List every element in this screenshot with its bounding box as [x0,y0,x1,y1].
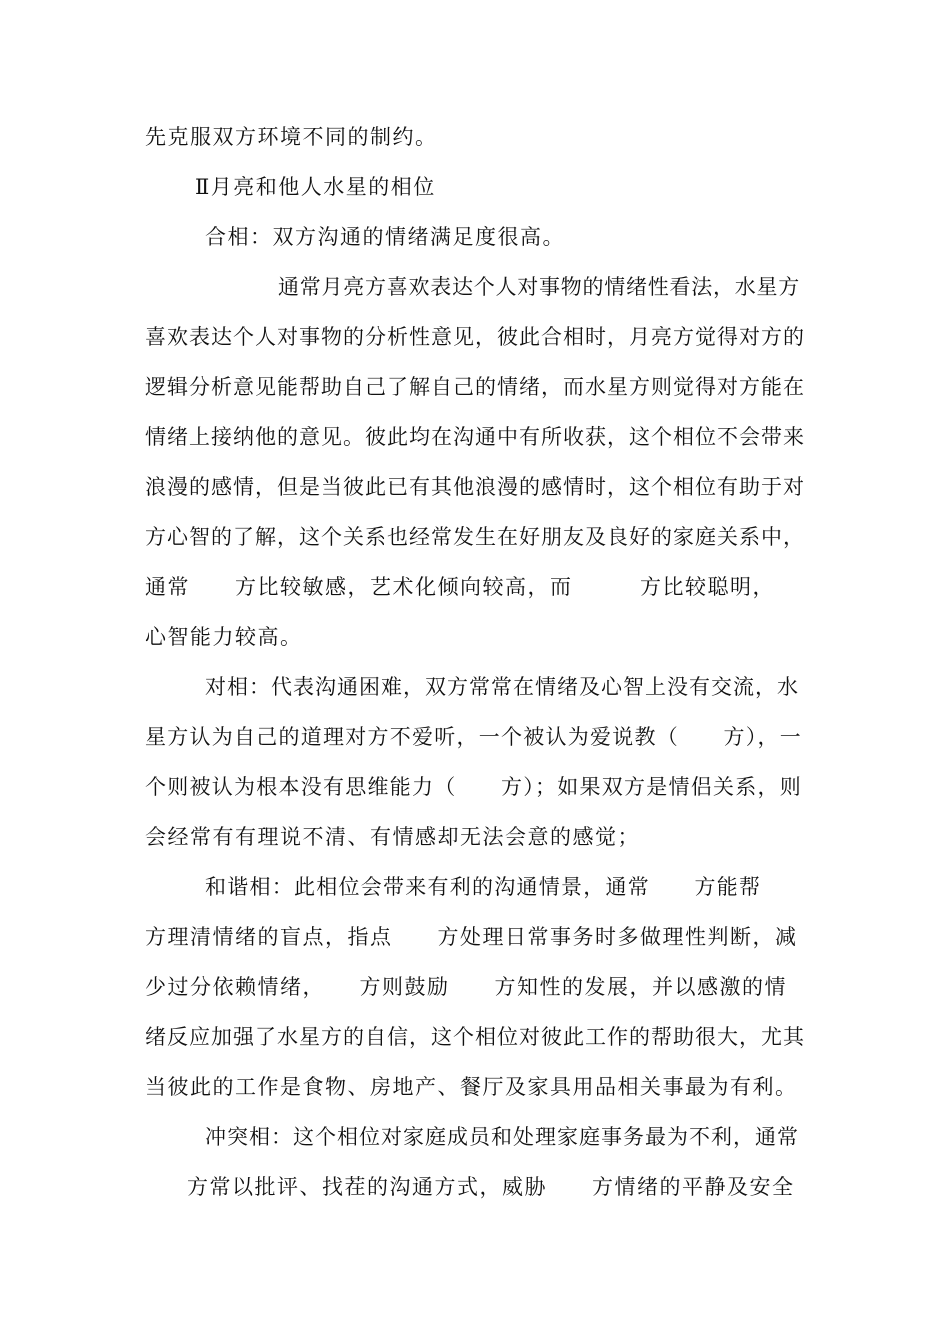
text-line-13: 星方认为自己的道理对方不爱听，一个被认为爱说教（ 方），一 [145,725,802,749]
text-line-22: 方常以批评、找茬的沟通方式，威胁 方情绪的平静及安全 [187,1175,795,1199]
text-line-harmony-heading: 和谐相：此相位会带来有利的沟通情景，通常 方能帮 [205,875,762,899]
text-line-18: 少过分依赖情绪， 方则鼓励 方知性的发展，并以感激的情 [145,975,787,999]
text-line-5: 喜欢表达个人对事物的分析性意见，彼此合相时，月亮方觉得对方的 [145,325,805,349]
text-line-6: 逻辑分析意见能帮助自己了解自己的情绪，而水星方则觉得对方能在 [145,375,805,399]
text-line-14: 个则被认为根本没有思维能力（ 方）；如果双方是情侣关系，则 [145,775,802,799]
text-line-8: 浪漫的感情，但是当彼此已有其他浪漫的感情时，这个相位有助于对 [145,475,805,499]
text-line-10: 通常 方比较敏感，艺术化倾向较高，而 方比较聪明， [145,575,775,599]
section-heading: Ⅱ月亮和他人水星的相位 [195,175,436,199]
text-line-7: 情绪上接纳他的意见。彼此均在沟通中有所收获，这个相位不会带来 [145,425,805,449]
text-line-4: 通常月亮方喜欢表达个人对事物的情绪性看法，水星方 [278,275,800,299]
text-line-15: 会经常有有理说不清、有情感却无法会意的感觉； [145,825,640,849]
text-line-20: 当彼此的工作是食物、房地产、餐厅及家具用品相关事最为有利。 [145,1075,798,1099]
text-line-17: 方理清情绪的盲点，指点 方处理日常事务时多做理性判断，减 [145,925,798,949]
text-line-9: 方心智的了解，这个关系也经常发生在好朋友及良好的家庭关系中， [145,525,805,549]
text-line-11: 心智能力较高。 [145,625,303,649]
text-line-square-heading: 冲突相：这个相位对家庭成员和处理家庭事务最为不利，通常 [205,1125,799,1149]
text-line-opposition-heading: 对相：代表沟通困难，双方常常在情绪及心智上没有交流，水 [205,675,799,699]
text-line-conjunction-heading: 合相：双方沟通的情绪满足度很高。 [205,225,565,249]
text-line-1: 先克服双方环境不同的制约。 [145,125,438,149]
text-line-19: 绪反应加强了水星方的自信，这个相位对彼此工作的帮助很大，尤其 [145,1025,805,1049]
